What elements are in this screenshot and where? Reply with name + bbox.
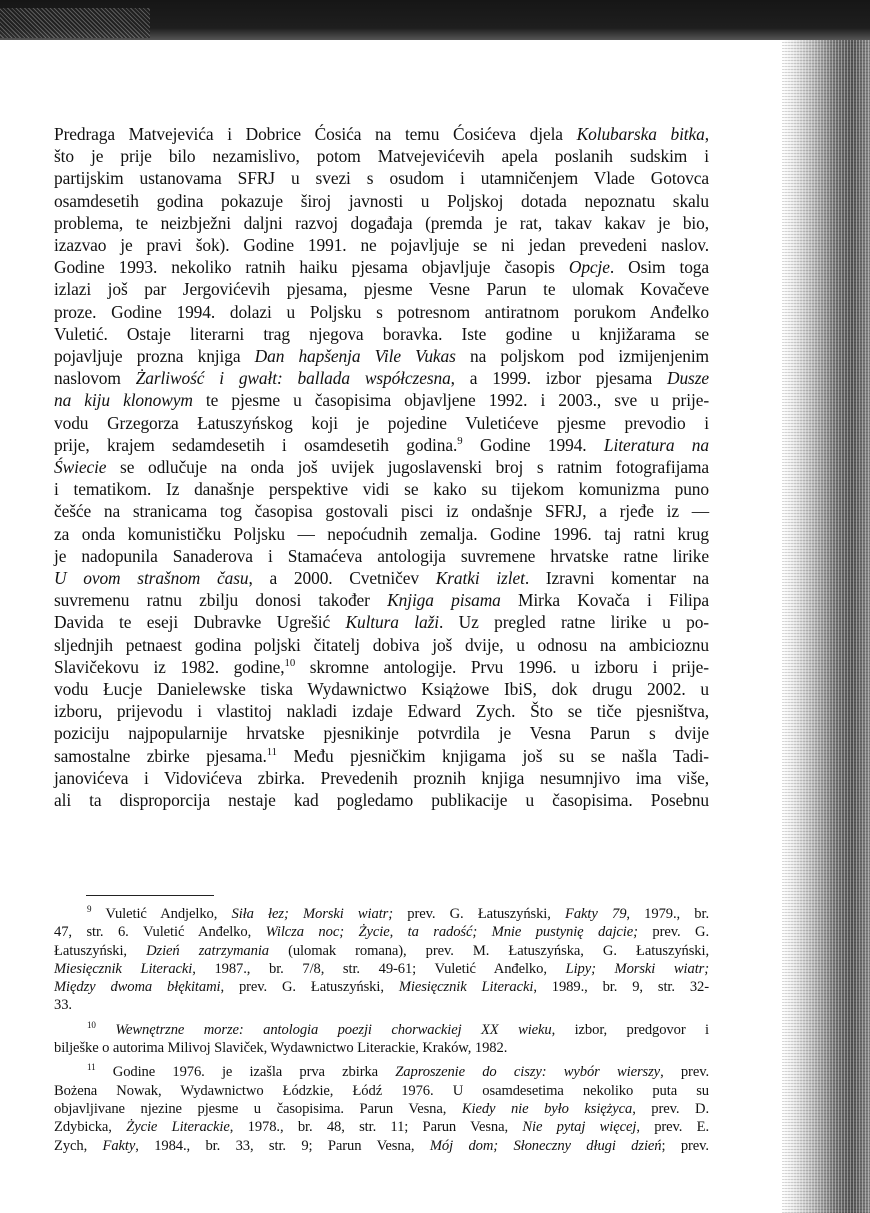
body-line (54, 456, 709, 478)
text-run: objavljivane njezine pjesme u časopisima. Parun Vesna, (54, 1100, 462, 1117)
footnote-line (54, 1100, 709, 1118)
footnote-line (54, 1082, 709, 1100)
text-run: (ulomak romana), prev. M. Łatuszyńska, G. Łatuszyński, (268, 942, 709, 959)
text-run: pojavljuje prozna knjiga (54, 346, 255, 367)
body-text (54, 123, 709, 811)
body-line (54, 789, 709, 811)
text-run: Vuletić Andjelko, (91, 906, 232, 922)
text-run: sljednjih petnaest godina poljski čitatelj dobiva još dvije, u odnosu na ambicioznu (54, 634, 709, 655)
text-run: izlazi još par Jergovićevih pjesama, pjesme Vesne Parun te ulomak Kovačeve (54, 279, 709, 300)
text-run: bilješke o autorima Milivoj Slaviček, Wydawnictwo Literackie, Kraków, 1982. (54, 1040, 508, 1057)
body-line (54, 323, 709, 345)
text-run: , 1989., br. 9, str. 32- (533, 979, 709, 996)
text-run: Godine 1994. (462, 434, 604, 455)
text-run: skromne antologije. Prvu 1996. u izboru i prije- (295, 656, 709, 677)
body-line (54, 745, 709, 767)
italic-title: Wewnętrzne morze: antologia poezji chorwackiej XX wieku (115, 1021, 552, 1038)
text-run: Zdybicka, (54, 1119, 127, 1136)
italic-title: Siła łez; Morski wiatr; (231, 906, 394, 922)
text-run: , prev. E. (636, 1119, 709, 1136)
text-run: vodu Łucje Danielewske tiska Wydawnictwo Książowe IbiS, dok drugu 2002. u (54, 679, 709, 700)
footnote (54, 905, 709, 1015)
body-line (54, 589, 709, 611)
text-run: je nadopunila Sanaderova i Stamaćeva antologija suvremene hrvatske ratne lirike (54, 545, 709, 566)
body-line (54, 212, 709, 234)
text-run: ; prev. (661, 1137, 709, 1154)
italic-title: Wilcza noc; Życie, ta radość; Mnie pustynię dajcie; (265, 924, 638, 941)
footnote-marker: 10 (87, 1019, 96, 1030)
scan-top-noise (0, 8, 150, 38)
text-run: partijskim ustanovama SFRJ u svezi s osudom i utamničenjem Vlade Gotovca (54, 168, 709, 189)
italic-title: Literatura na (603, 434, 709, 455)
body-line (54, 256, 709, 278)
italic-title: Kultura laži (345, 612, 440, 633)
italic-title: Dzień zatrzymania (146, 942, 269, 959)
text-run: suvremenu ratnu zbilju donosi također (54, 590, 388, 611)
body-line (54, 767, 709, 789)
text-run: , 1979., br. (626, 906, 710, 922)
italic-title: Miesięcznik Literacki (54, 960, 193, 977)
text-run: , 1984., br. 33, str. 9; Parun Vesna, (135, 1137, 430, 1154)
text-run: janovićeva i Vidovićeva zbirka. Prevedenih proznih knjiga nesumnjivo ima više, (54, 767, 709, 788)
italic-title: Między dwoma błękitami (54, 979, 221, 996)
body-line (54, 345, 709, 367)
body-line (54, 301, 709, 323)
text-run: na poljskom pod izmijenjenim (455, 346, 709, 367)
text-run: izboru, prijevodu i vlastitoj nakladi izdaje Edward Zych. Što se tiče pjesništva, (54, 701, 709, 722)
body-line (54, 567, 709, 589)
body-line (54, 634, 709, 656)
italic-title: Nie pytaj więcej (522, 1119, 637, 1136)
italic-title: Opcje (568, 257, 610, 278)
text-run: i tematikom. Iz današnje perspektive vidi se kako su tijekom komunizma puno (54, 479, 709, 500)
footnote-line (54, 1118, 709, 1136)
footnote-line (54, 1021, 709, 1039)
italic-title: Żarliwość i gwałt: ballada współczesna (135, 368, 451, 389)
text-run: , 1978., br. 48, str. 11; Parun Vesna, (229, 1119, 523, 1136)
body-line (54, 478, 709, 500)
text-run: 33. (54, 997, 72, 1014)
italic-title: Kratki izlet (435, 568, 525, 589)
footnote-line (54, 905, 709, 923)
text-run: , prev. D. (632, 1100, 709, 1117)
text-run: za onda komunističku Poljsku — nepoćudnih zemalja. Godine 1996. taj ratni krug (54, 523, 709, 544)
body-line (54, 389, 709, 411)
footnote-marker: 9 (457, 435, 463, 448)
footnote-marker: 9 (87, 904, 92, 915)
footnote-line (54, 1137, 709, 1155)
text-run: prije, krajem sedamdesetih i osamdesetih godina. (54, 434, 458, 455)
text-run: Godine 1976. je izašla prva zbirka (95, 1064, 396, 1081)
body-line (54, 234, 709, 256)
text-run: , (704, 124, 709, 144)
body-line (54, 167, 709, 189)
text-run: češće na stranicama tog časopisa gostovali pisci iz ondašnje SFRJ, a rjeđe iz — (54, 501, 709, 522)
text-run: Među pjesničkim knjigama još su se našla Tadi- (276, 745, 709, 766)
body-line (54, 700, 709, 722)
footnote-line (54, 923, 709, 941)
text-run: Vuletić. Ostaje literarni trag njegova boravka. Iste godine u knjižarama se (54, 323, 709, 344)
text-run: Bożena Nowak, Wydawnictwo Łódzkie, Łódź 1976. U osamdesetima nekoliko puta su (54, 1082, 709, 1099)
text-run: prev. G. (637, 924, 709, 941)
italic-title: Życie Literackie (126, 1119, 230, 1136)
text-run: Mirka Kovača i Filipa (500, 590, 709, 611)
footnotes (54, 905, 709, 1155)
text-run: Godine 1993. nekoliko ratnih haiku pjesama objavljuje časopis (54, 257, 569, 278)
body-line (54, 545, 709, 567)
footnote-line (54, 942, 709, 960)
body-line (54, 434, 709, 456)
text-run: Predraga Matvejevića i Dobrice Ćosića na temu Ćosićeva djela (54, 124, 577, 144)
italic-title: Kiedy nie było księżyca (461, 1100, 633, 1117)
text-run: 47, str. 6. Vuletić Anđelko, (54, 924, 266, 941)
body-line (54, 500, 709, 522)
text-run: poziciju najpopularnije hrvatske pjesnikinje potvrdila je Vesna Parun s dvije (54, 723, 709, 744)
text-run: Łatuszyński, (54, 942, 147, 959)
text-run: , prev. (660, 1064, 709, 1081)
text-run: , a 2000. Cvetničev (248, 568, 436, 589)
italic-title: Dusze (666, 368, 709, 389)
footnote-line (54, 1063, 709, 1081)
body-line (54, 367, 709, 389)
text-run: . Osim toga (609, 257, 710, 278)
italic-title: Miesięcznik Literacki (398, 979, 534, 996)
footnote-line (54, 1039, 709, 1057)
text-run: naslovom (54, 368, 136, 389)
italic-title: Fakty 79 (565, 906, 627, 922)
body-line (54, 656, 709, 678)
body-line (54, 678, 709, 700)
text-run: problema, te neizbježni daljni razvoj događaja (premda je rat, takav kakav je bio, (54, 212, 709, 233)
text-run: što je prije bilo nezamislivo, potom Matvejevićevih apela poslanih sudskim i (54, 146, 709, 167)
body-line (54, 190, 709, 212)
text-run: izazvao je pravi šok). Godine 1991. ne pojavljuje se ni jedan prevedeni naslov. (54, 235, 709, 256)
italic-title: U ovom strašnom času (54, 568, 249, 589)
text-run: Davida te eseji Dubravke Ugrešić (54, 612, 346, 633)
text-run: proze. Godine 1994. dolazi u Poljsku s potresnom antiratnom porukom Anđelko (54, 301, 709, 322)
italic-title: Knjiga pisama (387, 590, 501, 611)
text-run: Slavičekovu iz 1982. godine, (54, 656, 285, 677)
text-run: prev. G. Łatuszyński, (393, 906, 566, 922)
body-line (54, 722, 709, 744)
body-line (54, 611, 709, 633)
text-run: vodu Grzegorza Łatuszyńskog koji je pojedine Vuletićeve pjesme prevodio i (54, 412, 709, 433)
text-run: ali ta disproporcija nestaje kad pogledamo publikacije u časopisima. Posebnu (54, 790, 709, 811)
text-run (96, 1022, 115, 1038)
text-run: Zych, (54, 1137, 103, 1154)
footnote-separator (86, 895, 214, 896)
text-run: , prev. G. Łatuszyński, (220, 979, 399, 996)
text-run: , izbor, predgovor i (551, 1021, 709, 1038)
footnote-line (54, 978, 709, 996)
text-run: , a 1999. izbor pjesama (450, 368, 667, 389)
body-line (54, 412, 709, 434)
text-run: . Izravni komentar na (524, 568, 710, 589)
body-line (54, 523, 709, 545)
footnote-marker: 10 (284, 657, 296, 670)
book-spine-shadow (782, 40, 870, 1213)
text-run: se odlučuje na onda još uvijek jugoslavenski broj s ratnim fotografijama (106, 457, 709, 478)
text-run: osamdesetih godina pokazuje široj javnosti u Poljskoj dotada nepoznatu skalu (54, 190, 709, 211)
italic-title: Fakty (102, 1137, 136, 1154)
italic-title: Dan hapšenja Vile Vukas (254, 346, 456, 367)
italic-title: Mój dom; Słoneczny długi dzień (429, 1137, 662, 1154)
footnote (54, 1063, 709, 1154)
body-line (54, 145, 709, 167)
text-run: te pjesme u časopisima objavljene 1992. i 2003., sve u prije- (192, 390, 710, 411)
body-line (54, 278, 709, 300)
footnote-marker: 11 (266, 745, 277, 758)
footnote (54, 1021, 709, 1058)
footnote-line (54, 996, 709, 1014)
italic-title: na kiju klonowym (54, 390, 193, 411)
italic-title: Kolubarska bitka (576, 124, 705, 144)
footnote-line (54, 960, 709, 978)
italic-title: Świecie (54, 457, 107, 478)
text-run: samostalne zbirke pjesama. (54, 745, 267, 766)
text-run: . Uz pregled ratne lirike u po- (439, 612, 709, 633)
text-run: , 1987., br. 7/8, str. 49-61; Vuletić Anđelko, (192, 960, 566, 977)
italic-title: Lipy; Morski wiatr; (565, 960, 710, 977)
footnote-marker: 11 (87, 1062, 96, 1073)
italic-title: Zaproszenie do ciszy: wybór wierszy (395, 1064, 661, 1081)
body-line (54, 123, 709, 145)
